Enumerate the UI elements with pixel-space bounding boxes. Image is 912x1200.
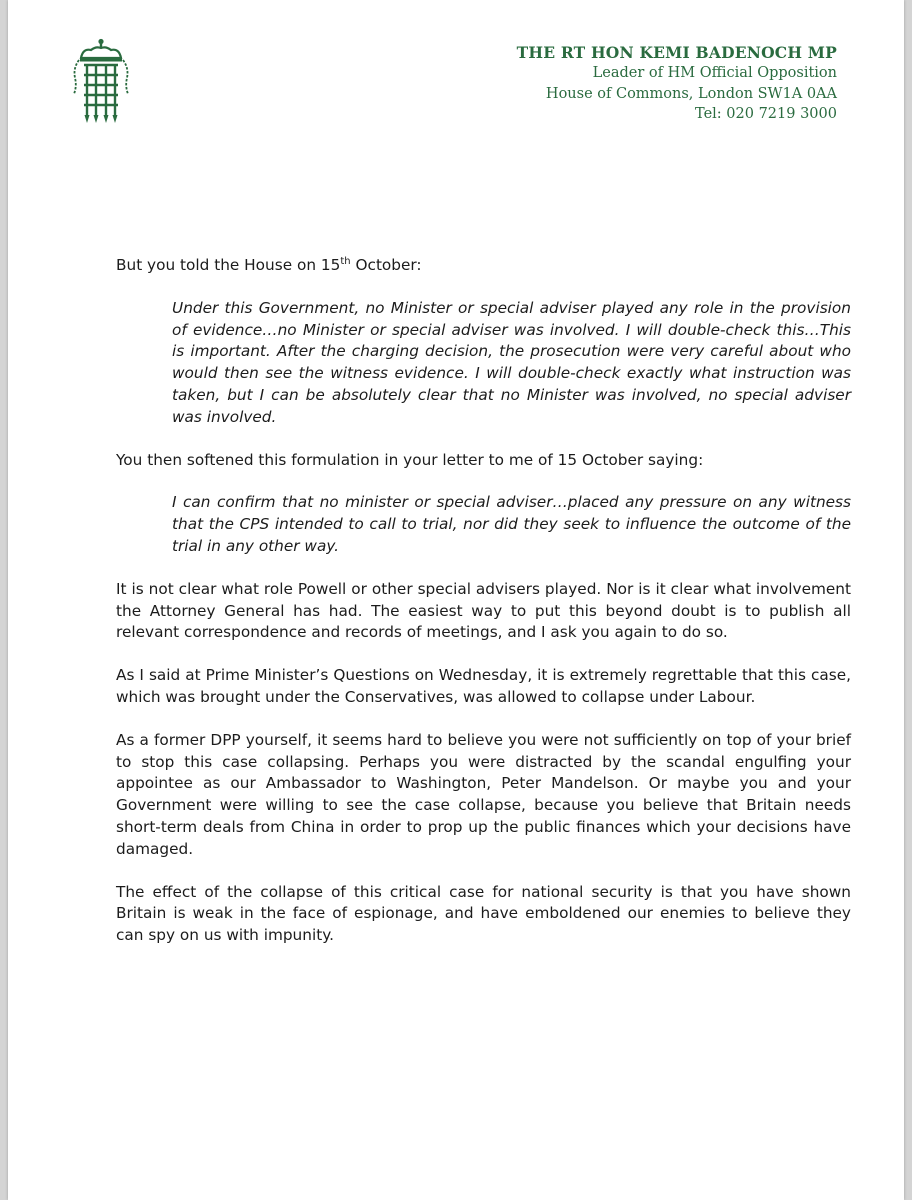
paragraph-effect: The effect of the collapse of this critical case for national security is that you have shown Britain is weak in the face of espionage, and have emboldened our enemies to believe they can spy on us with impunity. xyxy=(116,882,851,945)
letter-body xyxy=(116,255,851,947)
intro-superscript: th xyxy=(340,255,351,267)
intro-text: But you told the House on 15 xyxy=(116,256,341,274)
intro-text-end: October: xyxy=(350,256,422,274)
paragraph-softened: You then softened this formulation in your letter to me of 15 October saying: xyxy=(116,450,704,469)
letterhead xyxy=(517,43,837,125)
sender-address: House of Commons, London SW1A 0AA xyxy=(545,85,837,102)
sender-name: THE RT HON KEMI BADENOCH MP xyxy=(516,43,837,62)
paragraph-role: It is not clear what role Powell or other special advisers played. Nor is it clear what involvement the Attorney General has had. The easiest way to put this beyond doubt is to publish all relevant correspondence and records of meetings, and I ask you again to do so. xyxy=(116,579,851,642)
quote-letter: I can confirm that no minister or special adviser…placed any pressure on any witness that the CPS intended to call to trial, nor did they seek to influence the outcome of the trial in any other way. xyxy=(172,493,851,555)
sender-phone: Tel: 020 7219 3000 xyxy=(695,106,837,122)
paragraph-pmq: As I said at Prime Minister’s Questions on Wednesday, it is extremely regrettable that this case, which was brought under the Conservatives, was allowed to collapse under Labour. xyxy=(116,666,851,706)
letter-page xyxy=(8,0,904,1200)
quote-commons-statement: Under this Government, no Minister or special adviser played any role in the provision of evidence…no Minister or special adviser was involved. I will double-check this…This is important. After the charging decision, the prosecution were very careful about who would then see the witness evidence. I will double-check exactly what instruction was taken, but I can be absolutely clear that no Minister was involved, no special adviser was involved. xyxy=(172,298,851,426)
intro-paragraph xyxy=(116,255,851,277)
portcullis-icon xyxy=(71,38,131,126)
sender-role: Leader of HM Official Opposition xyxy=(592,65,837,81)
paragraph-dpp: As a former DPP yourself, it seems hard to believe you were not sufficiently on top of your brief to stop this case collapsing. Perhaps you were distracted by the scandal engulfing your appointee as our Ambassador to Washington, Peter Mandelson. Or maybe you and your Government were willing to see the case collapse, because you believe that Britain needs short-term deals from China in order to prop up the public finances which your decisions have damaged. xyxy=(116,730,851,858)
